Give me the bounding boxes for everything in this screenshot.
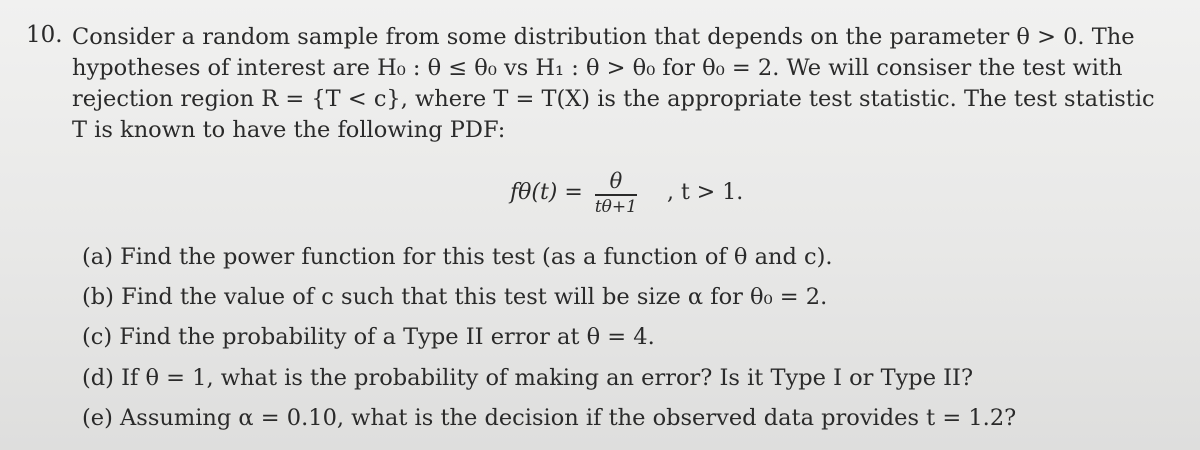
formula-denominator: tθ+1	[594, 196, 637, 217]
statement-line: hypotheses of interest are H₀ : θ ≤ θ₀ vs H₁ : θ > θ₀ for θ₀ = 2. We will consiser the test with	[72, 55, 1123, 81]
statement-line: T is known to have the following PDF:	[72, 117, 506, 143]
formula-condition: , t > 1.	[666, 180, 744, 206]
part-e: (e) Assuming α = 0.10, what is the decision if the observed data provides t = 1.2?	[82, 405, 1017, 431]
formula-numerator: θ	[609, 169, 623, 193]
problem-statement	[72, 22, 1182, 146]
part-b: (b) Find the value of c such that this test will be size α for θ₀ = 2.	[82, 284, 828, 310]
formula-lhs: fθ(t) =	[510, 180, 583, 206]
statement-line: rejection region R = {T < c}, where T = T(X) is the appropriate test statistic. The test statistic	[72, 86, 1155, 112]
statement-line: Consider a random sample from some distribution that depends on the parameter θ > 0. The	[72, 24, 1135, 50]
part-d: (d) If θ = 1, what is the probability of making an error? Is it Type I or Type II?	[82, 365, 974, 391]
problem-number: 10.	[26, 22, 63, 48]
part-c: (c) Find the probability of a Type II error at θ = 4.	[82, 324, 655, 350]
pdf-formula	[510, 168, 743, 218]
formula-fraction	[595, 168, 637, 218]
part-a: (a) Find the power function for this test (as a function of θ and c).	[82, 244, 833, 270]
